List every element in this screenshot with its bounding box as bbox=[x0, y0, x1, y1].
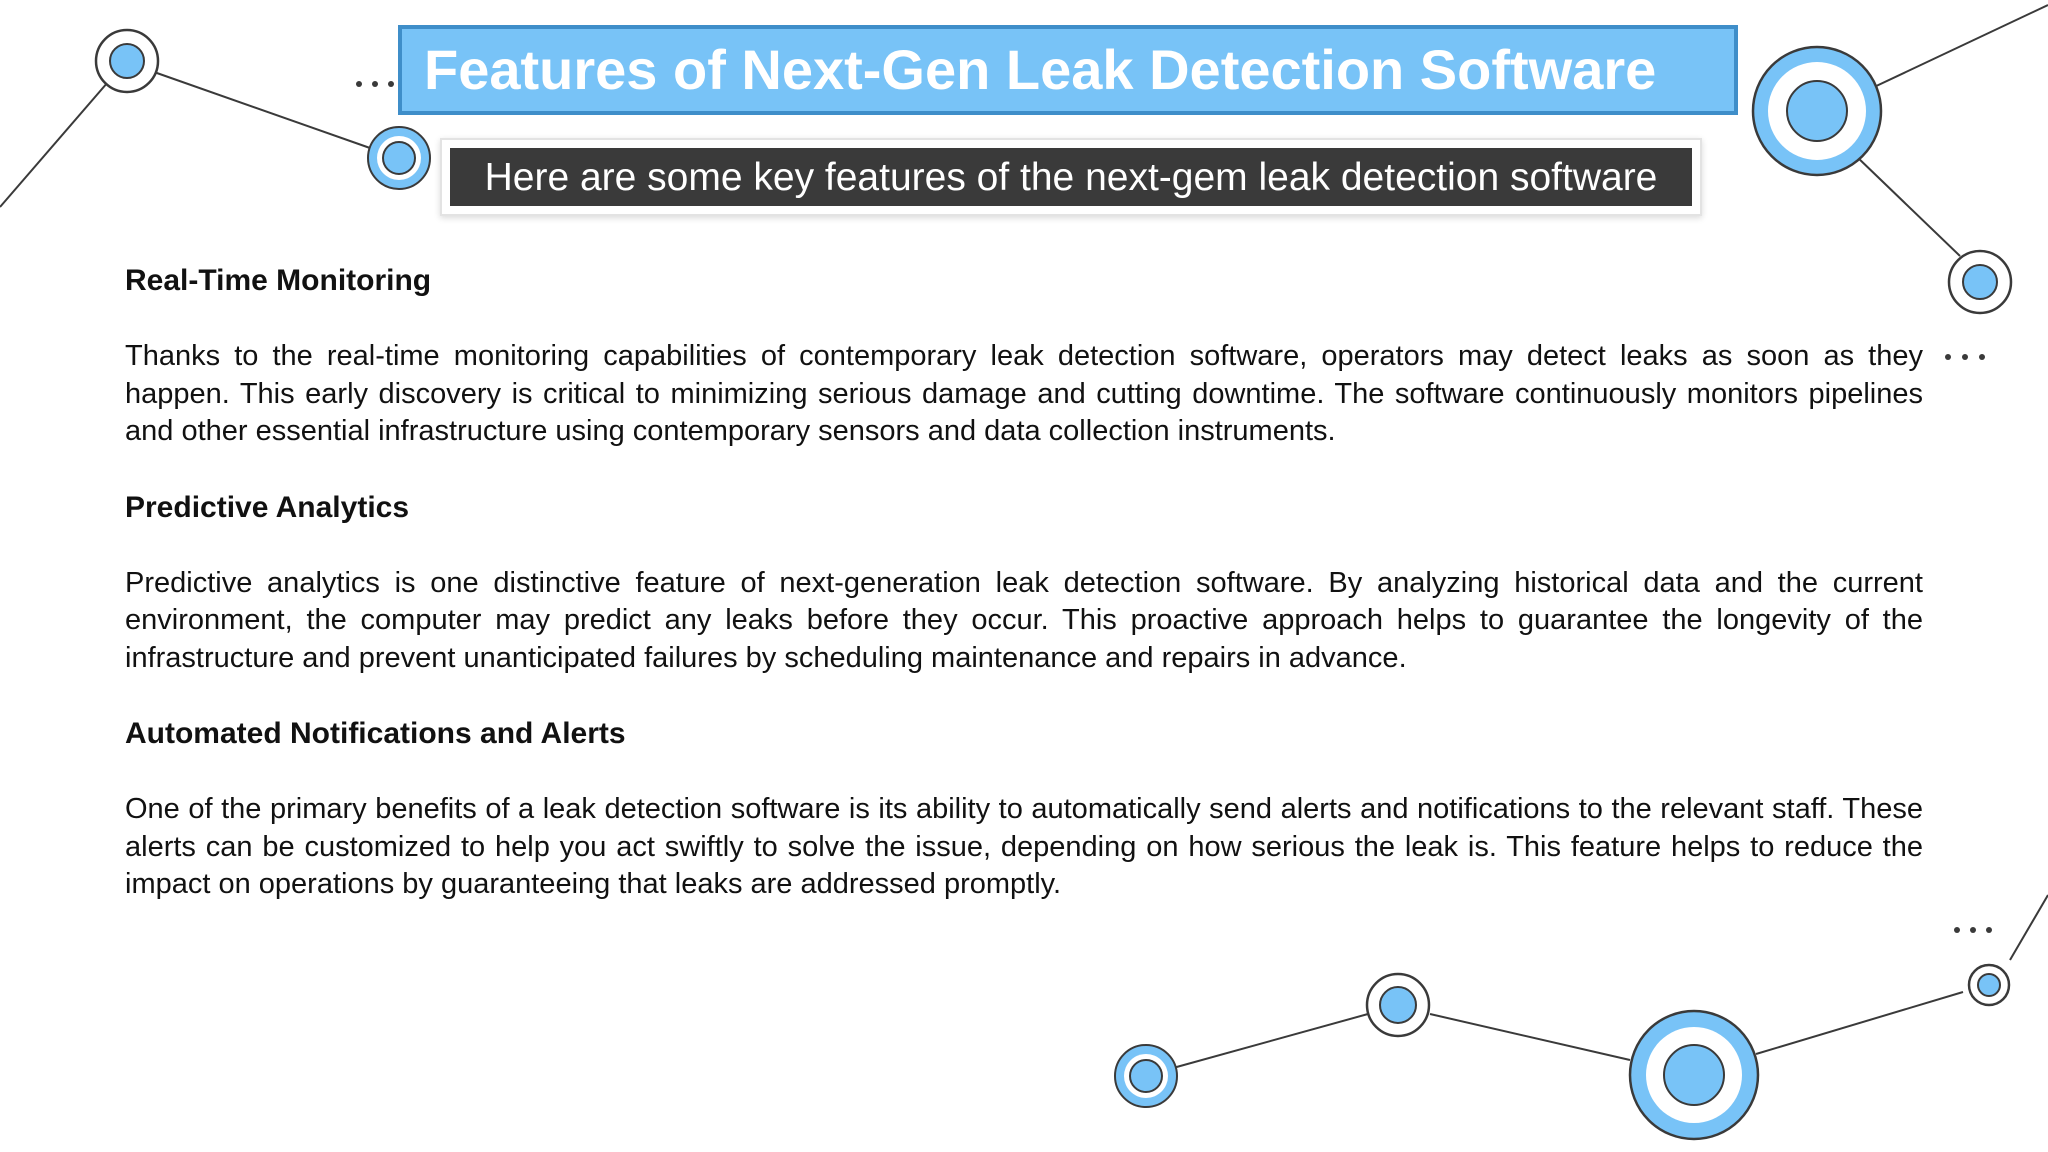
node-bottom-2 bbox=[1367, 974, 1429, 1036]
title-banner bbox=[398, 25, 1738, 115]
section-body: Thanks to the real-time monitoring capabilities of contemporary leak detection software, operators may detect leaks as soon as they happen. This early discovery is critical to minimizing serious damage and cutting downtime. The software continuously monitors pipelines and other essential infrastructure using contemporary sensors and data collection instruments. bbox=[125, 340, 1923, 447]
node-bottom-right bbox=[1969, 965, 2009, 1005]
content-area bbox=[125, 262, 1923, 942]
section-body: Predictive analytics is one distinctive feature of next-generation leak detection software. By analyzing historical data and the current environment, the computer may predict any leaks before they occur. This proactive approach helps to guarantee the longevity of the infrastructure and prevent unanticipated failures by scheduling maintenance and repairs in advance. bbox=[125, 566, 1923, 674]
section-real-time-monitoring bbox=[125, 262, 1923, 451]
node-bottom-large bbox=[1630, 1011, 1758, 1139]
node-bottom-1 bbox=[1115, 1045, 1177, 1107]
node-title-left bbox=[368, 127, 430, 189]
section-automated-notifications bbox=[125, 715, 1923, 904]
node-right-small bbox=[1949, 251, 2011, 313]
node-top-left bbox=[96, 30, 158, 92]
node-top-right-large bbox=[1753, 47, 1881, 175]
section-body: One of the primary benefits of a leak detection software is its ability to automatically send alerts and notifications to the relevant staff. These alerts can be customized to help you act swiftly to solve the issue, depending on how serious the leak is. This feature helps to reduce the impact on operations by guaranteeing that leaks are addressed promptly. bbox=[125, 793, 1923, 900]
section-heading: Real-Time Monitoring bbox=[125, 264, 432, 297]
section-heading: Automated Notifications and Alerts bbox=[125, 717, 626, 750]
page-title: Features of Next-Gen Leak Detection Software bbox=[424, 38, 1657, 101]
subtitle-frame bbox=[440, 138, 1702, 216]
section-predictive-analytics bbox=[125, 489, 1923, 678]
subtitle-banner bbox=[450, 148, 1692, 206]
section-heading: Predictive Analytics bbox=[125, 490, 410, 524]
subtitle: Here are some key features of the next-gem leak detection software bbox=[484, 155, 1658, 199]
